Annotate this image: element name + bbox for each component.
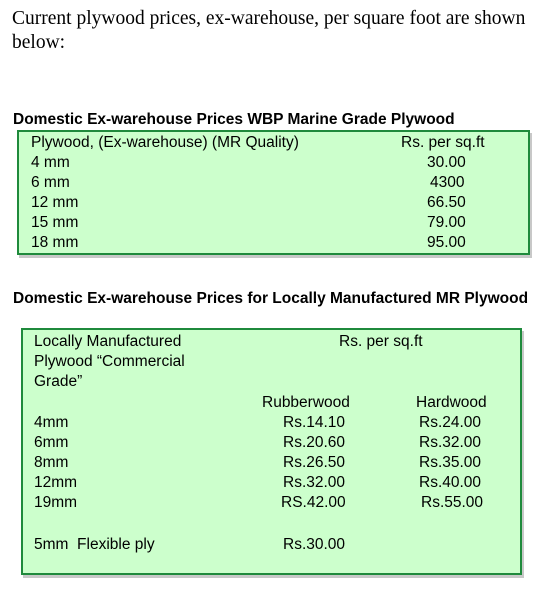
table2-row-rubberwood: Rs.20.60 (283, 434, 346, 451)
table2-heading: Domestic Ex-warehouse Prices for Locally Manufactured MR Plywood (13, 290, 529, 307)
table2-col-hardwood: Hardwood (416, 394, 487, 411)
table1-row-size: 15 mm (31, 214, 79, 231)
table2-row-size: 12mm (34, 474, 78, 491)
table2-row-hardwood: Rs.55.00 (421, 494, 484, 511)
table2-flexible-label: 5mm Flexible ply (34, 536, 155, 553)
table2-row-rubberwood: Rs.26.50 (283, 454, 346, 471)
table1-row-price: 4300 (430, 174, 465, 191)
table2-flexible-price: Rs.30.00 (283, 536, 346, 553)
table2-row-rubberwood: Rs.32.00 (283, 474, 346, 491)
table2-row-rubberwood: Rs.14.10 (283, 414, 346, 431)
table2-row-hardwood: Rs.24.00 (419, 414, 482, 431)
table1-row-size: 18 mm (31, 234, 79, 251)
table1-row-price: 30.00 (427, 154, 466, 171)
table2-row-size: 6mm (34, 434, 69, 451)
table1-row-size: 4 mm (31, 154, 70, 171)
table2-header-unit: Rs. per sq.ft (339, 333, 423, 350)
table2-row-hardwood: Rs.40.00 (419, 474, 482, 491)
table1-row-price: 79.00 (427, 214, 466, 231)
table1-row-size: 12 mm (31, 194, 79, 211)
table2-row-size: 4mm (34, 414, 69, 431)
table2-col-rubberwood: Rubberwood (262, 394, 350, 411)
table1-row-price: 66.50 (427, 194, 466, 211)
table2-header-label: Locally Manufactured Plywood “Commercial Grade” (34, 333, 185, 390)
table2-row-rubberwood: RS.42.00 (281, 494, 346, 511)
table1-header-unit: Rs. per sq.ft (401, 134, 485, 151)
table2-box (21, 328, 522, 575)
table2-row-size: 19mm (34, 494, 78, 511)
table1-box (17, 130, 530, 255)
table2-row-hardwood: Rs.32.00 (419, 434, 482, 451)
intro-paragraph: Current plywood prices, ex-warehouse, per square foot are shown below: (12, 8, 526, 53)
table1-heading: Domestic Ex-warehouse Prices WBP Marine Grade Plywood (13, 111, 455, 128)
table1-row-price: 95.00 (427, 234, 466, 251)
table2-row-hardwood: Rs.35.00 (419, 454, 482, 471)
table1-header-label: Plywood, (Ex-warehouse) (MR Quality) (31, 134, 299, 151)
table2-row-size: 8mm (34, 454, 69, 471)
table1-row-size: 6 mm (31, 174, 70, 191)
